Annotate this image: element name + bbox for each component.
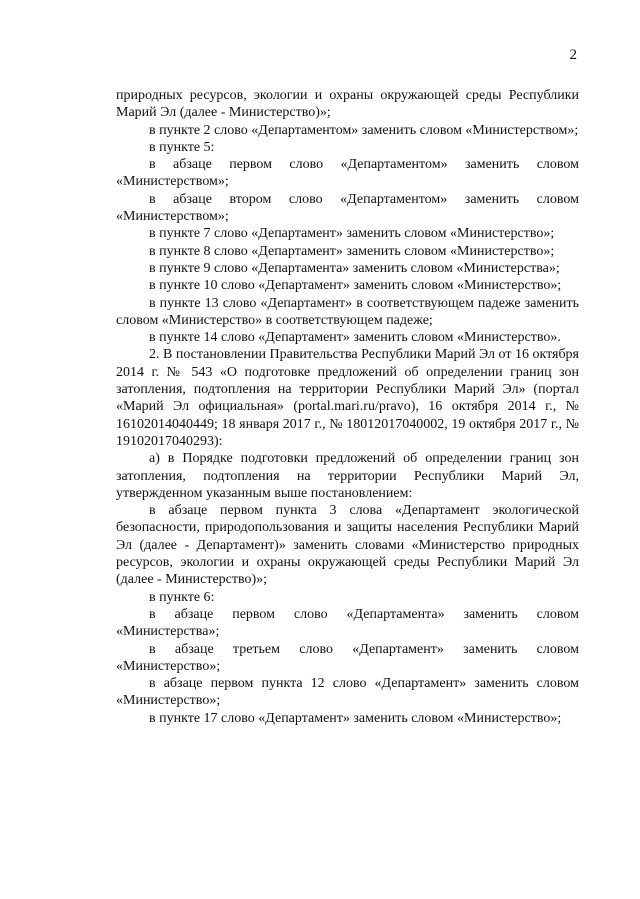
paragraph: а) в Порядке подготовки предложений об определении границ зон затопления, подтопления на территории Республики Марий Эл, утвержденном указанным выше постановлением: bbox=[116, 451, 579, 501]
paragraph: в пункте 2 слово «Департаментом» заменить словом «Министерством»; bbox=[149, 122, 579, 138]
document-body bbox=[116, 87, 579, 727]
paragraph: в пункте 14 слово «Департамент» заменить словом «Министерство». bbox=[149, 330, 561, 346]
paragraph: в пункте 5: bbox=[149, 139, 215, 155]
paragraph: в абзаце первом пункта 3 слова «Департамент экологической безопасности, природопользования и защиты населения Республики Марий Эл (далее - Департамент)» заменить словами «Министерство природных ресурсов, экологии и охраны окружающей среды Республики Марий Эл (далее - Министерство)»; bbox=[116, 503, 579, 588]
paragraph: в пункте 8 слово «Департамент» заменить словом «Министерство»; bbox=[149, 243, 555, 259]
paragraph: в абзаце первом слово «Департамента» заменить словом «Министерства»; bbox=[116, 606, 579, 640]
paragraph: в пункте 9 слово «Департамента» заменить словом «Министерства»; bbox=[149, 260, 560, 276]
paragraph: 2. В постановлении Правительства Республики Марий Эл от 16 октября 2014 г. № 543 «О подготовке предложений об определении границ зон затопления, подтопления на территории Республики Марий Эл» (портал «Марий Эл официальная» (portal.mari.ru/pravo), 16 октября 2014 г., № 16102014040449; 18 января 2017 г., № 18012017040002, 19 октября 2017 г., № 19102017040293): bbox=[116, 347, 580, 449]
paragraph: в абзаце первом пункта 12 слово «Департамент» заменить словом «Министерство»; bbox=[116, 676, 579, 709]
paragraph: в пункте 6: bbox=[149, 589, 215, 605]
paragraph: в абзаце первом слово «Департаментом» заменить словом «Министерством»; bbox=[116, 157, 579, 190]
paragraph: в пункте 13 слово «Департамент» в соответствующем падеже заменить словом «Министерство» в соответствующем падеже; bbox=[116, 295, 579, 328]
paragraph: природных ресурсов, экологии и охраны окружающей среды Республики Марий Эл (далее - Министерство)»; bbox=[116, 88, 579, 121]
paragraph: в абзаце втором слово «Департаментом» заменить словом «Министерством»; bbox=[116, 191, 579, 225]
paragraph: в пункте 17 слово «Департамент» заменить словом «Министерство»; bbox=[149, 710, 562, 726]
page-number: 2 bbox=[569, 47, 577, 63]
paragraph: в пункте 10 слово «Департамент» заменить словом «Министерство»; bbox=[149, 278, 562, 294]
paragraph: в абзаце третьем слово «Департамент» заменить словом «Министерство»; bbox=[116, 641, 579, 674]
paragraph: в пункте 7 слово «Департамент» заменить словом «Министерство»; bbox=[149, 226, 555, 242]
